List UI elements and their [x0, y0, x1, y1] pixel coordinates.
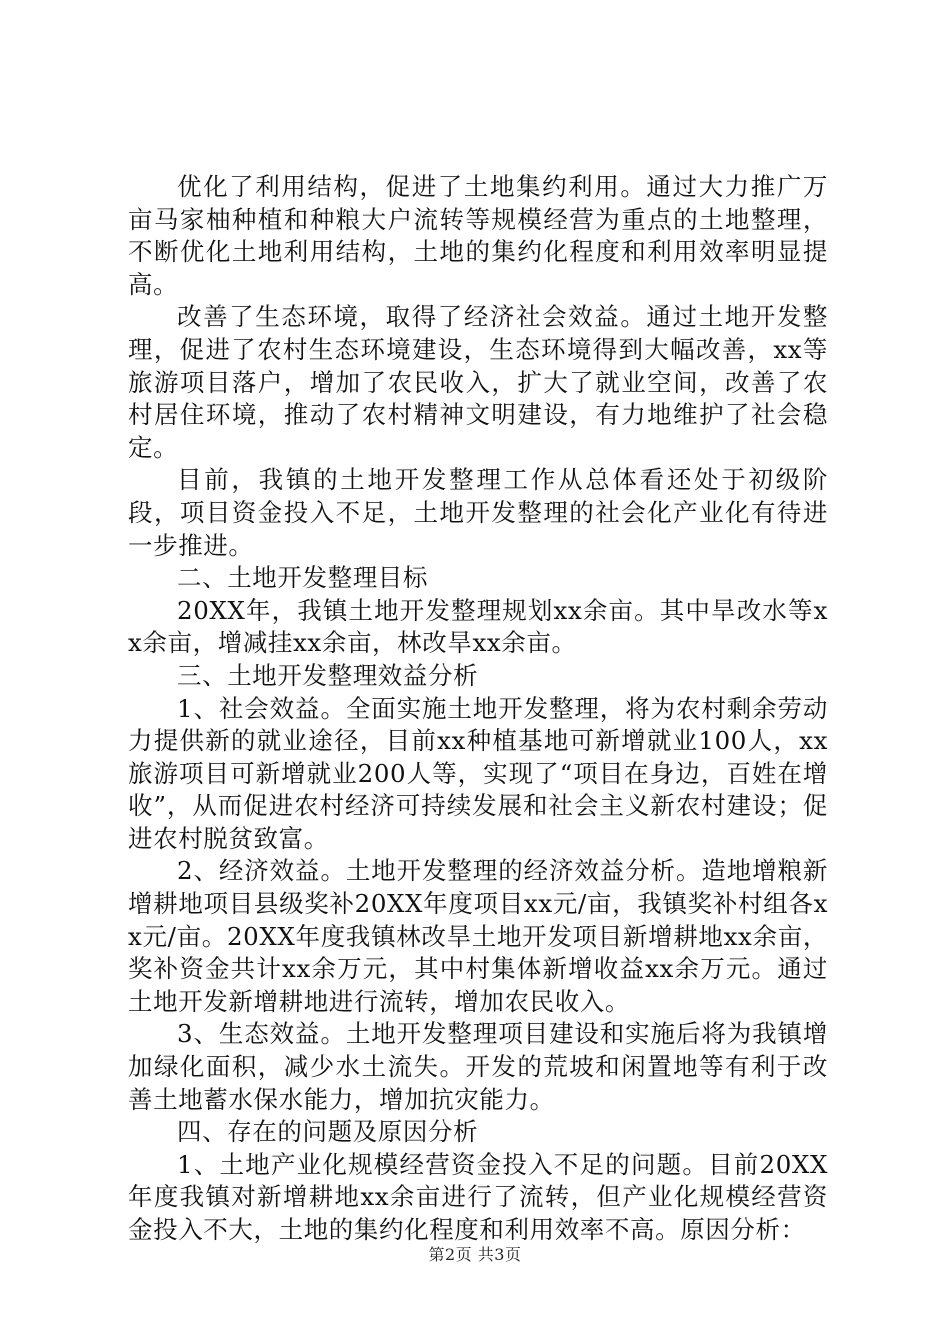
paragraph-land-structure: 优化了利用结构，促进了土地集约利用。通过大力推广万亩马家柚种植和种粮大户流转等规模经营为重点的土地整理，不断优化土地利用结构，土地的集约化程度和利用效率明显提高。 — [128, 172, 828, 299]
paragraph-economic-benefit: 2、经济效益。土地开发整理的经济效益分析。造地增粮新增耕地项目县级奖补20XX年度项目xx元/亩，我镇奖补村组各xx元/亩。20XX年度我镇林改旱土地开发项目新增耕地xx余亩，奖补资金共计xx余万元，其中村集体新增收益xx余万元。通过土地开发新增耕地进行流转，增加农民收入。 — [128, 856, 828, 1016]
section-heading-benefits: 三、土地开发整理效益分析 — [177, 660, 479, 690]
paragraph-ecological-benefit: 3、生态效益。土地开发整理项目建设和实施后将为我镇增加绿化面积，减少水土流失。开发的荒坡和闲置地等有利于改善土地蓄水保水能力，增加抗灾能力。 — [128, 1019, 828, 1114]
paragraph-social-benefit: 1、社会效益。全面实施土地开发整理，将为农村剩余劳动力提供新的就业途径，目前xx种植基地可新增就业100人，xx旅游项目可新增就业200人等，实现了“项目在身边，百姓在增收”，从而促进农村经济可持续发展和社会主义新农村建设；促进农村脱贫致富。 — [128, 693, 828, 853]
document-body — [128, 171, 828, 1247]
section-heading-goals: 二、土地开发整理目标 — [177, 563, 428, 593]
page-number-footer: 第2页 共3页 — [428, 1245, 522, 1264]
paragraph-funding-problem: 1、土地产业化规模经营资金投入不足的问题。目前20XX年度我镇对新增耕地xx余亩进行了流转，但产业化规模经营资金投入不大，土地的集约化程度和利用效率不高。原因分析： — [128, 1149, 828, 1244]
section-heading-problems: 四、存在的问题及原因分析 — [177, 1117, 479, 1147]
paragraph-current-stage: 目前，我镇的土地开发整理工作从总体看还处于初级阶段，项目资金投入不足，土地开发整理的社会化产业化有待进一步推进。 — [128, 465, 828, 560]
paragraph-goals: 20XX年，我镇土地开发整理规划xx余亩。其中旱改水等xx余亩，增减挂xx余亩，林改旱xx余亩。 — [128, 595, 828, 658]
paragraph-ecology-improvement: 改善了生态环境，取得了经济社会效益。通过土地开发整理，促进了农村生态环境建设，生态环境得到大幅改善，xx等旅游项目落户，增加了农民收入，扩大了就业空间，改善了农村居住环境，推动了农村精神文明建设，有力地维护了社会稳定。 — [128, 302, 828, 462]
